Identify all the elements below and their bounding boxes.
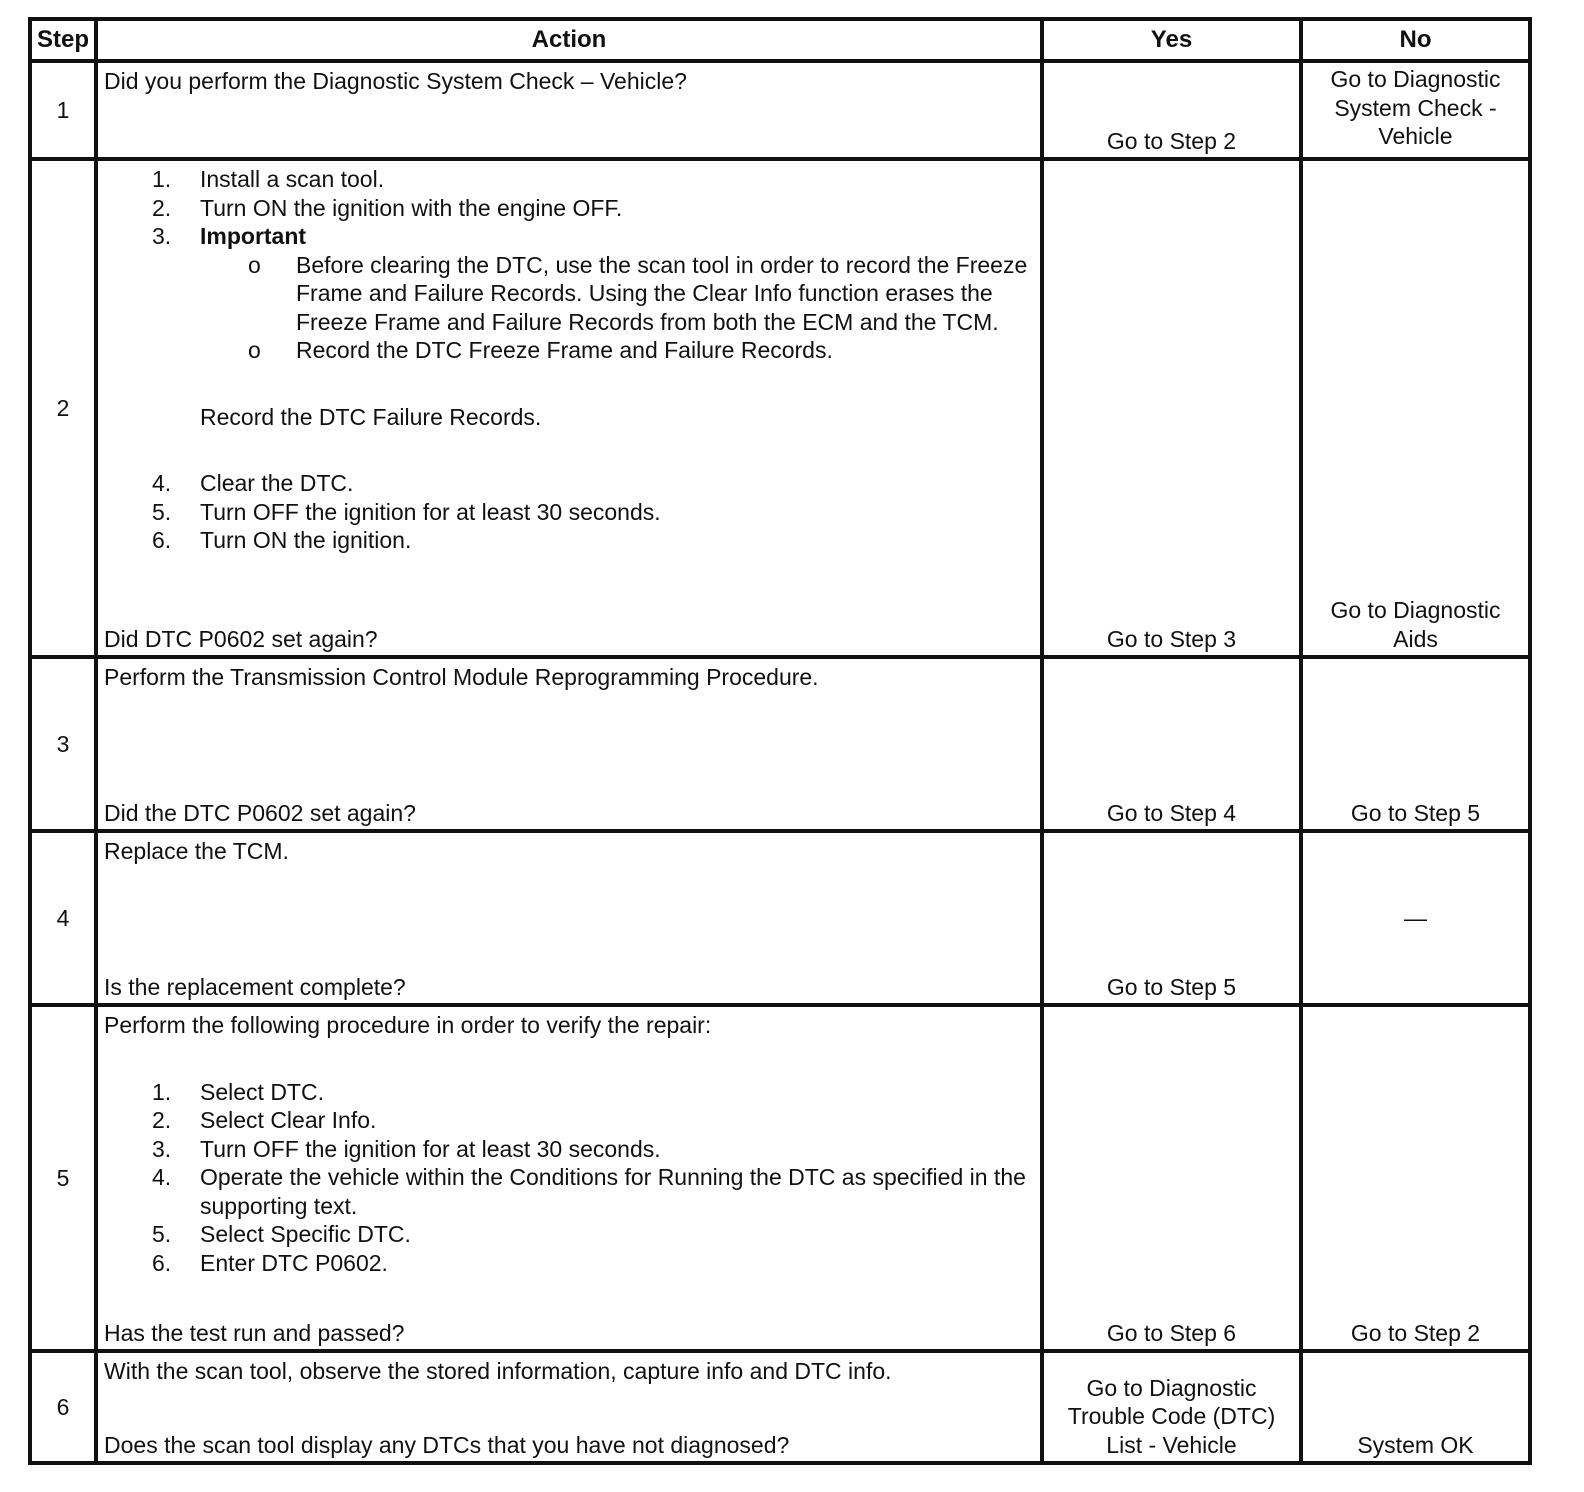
action-text: Perform the following procedure in order to verify the repair: [104,1012,712,1038]
question-text: Did the DTC P0602 set again? [104,799,416,826]
action-text: Perform the Transmission Control Module Reprogramming Procedure. [104,664,819,690]
yes-text: Go to Step 5 [1106,973,1237,1000]
list-item: 2. Turn ON the ignition with the engine OFF. [152,194,623,221]
no-text: Go to Diagnostic Aids [1330,597,1501,652]
table-row [30,831,1530,1005]
no-text: Go to Step 2 [1350,1319,1481,1346]
no-cell [1301,61,1530,159]
note-text: Record the DTC Failure Records. [200,403,542,430]
header-action: Action [96,19,1042,61]
question-text: Is the replacement complete? [104,973,406,1000]
list-item: 1. Select DTC. [152,1078,324,1105]
step-number: 4 [30,831,96,1005]
table-row [30,1005,1530,1351]
list-item: 3. Important [104,222,1034,251]
yes-text: Go to Step 6 [1106,1319,1237,1346]
yes-cell [1042,831,1301,1005]
list-item: 3. Turn OFF the ignition for at least 30 seconds. [152,1135,661,1162]
no-cell [1301,1351,1530,1463]
no-cell [1301,159,1530,657]
question-text: Has the test run and passed? [104,1319,405,1346]
yes-text: Go to Step 3 [1106,625,1237,652]
list-item: 4. Clear the DTC. [152,470,354,496]
header-step: Step [30,19,96,61]
table-row [30,61,1530,159]
bullet-icon: o [248,251,261,278]
list-item: 5. Turn OFF the ignition for at least 30 seconds. [152,498,661,525]
no-text: System OK [1357,1431,1474,1458]
step-number: 3 [30,657,96,831]
no-cell [1301,657,1530,831]
no-text: Go to Diagnostic System Check - Vehicle [1330,66,1501,149]
action-cell [96,1005,1042,1351]
list-item: 2. Select Clear Info. [152,1107,377,1133]
action-cell [96,61,1042,159]
diagnostic-table [28,17,1532,1465]
question-text: Does the scan tool display any DTCs that you have not diagnosed? [104,1431,790,1458]
header-row [30,19,1530,61]
list-item: 6. Enter DTC P0602. [152,1249,388,1276]
header-no: No [1301,19,1530,61]
table-row [30,657,1530,831]
list-item: 4. Operate the vehicle within the Conditions for Running the DTC as specified in the supporting text. [152,1164,1026,1219]
yes-cell [1042,1005,1301,1351]
action-cell [96,831,1042,1005]
bullet-icon: o [248,337,261,363]
header-yes: Yes [1042,19,1301,61]
no-text: — [1404,904,1427,931]
yes-cell [1042,1351,1301,1463]
action-cell [96,1351,1042,1463]
no-cell [1301,831,1530,1005]
step-number: 1 [30,61,96,159]
action-text: Replace the TCM. [104,838,289,864]
yes-text: Go to Step 4 [1106,799,1237,826]
action-cell [96,159,1042,657]
question-text: Did DTC P0602 set again? [104,625,378,652]
action-cell [96,657,1042,831]
action-text: With the scan tool, observe the stored information, capture info and DTC info. [104,1358,892,1384]
action-text: Did you perform the Diagnostic System Check – Vehicle? [104,68,687,94]
yes-text: Go to Diagnostic Trouble Code (DTC) List - Vehicle [1067,1374,1276,1458]
list-item: 1. Install a scan tool. [152,166,385,192]
yes-cell [1042,159,1301,657]
no-cell [1301,1005,1530,1351]
step-number: 5 [30,1005,96,1351]
yes-text: Go to Step 2 [1106,127,1237,154]
bullet-item: o Record the DTC Freeze Frame and Failure Records. [200,336,1034,365]
table-row [30,1351,1530,1463]
list-item: 5. Select Specific DTC. [152,1221,411,1247]
important-label: Important [200,223,307,249]
no-text: Go to Step 5 [1350,799,1481,826]
yes-cell [1042,61,1301,159]
step-number: 2 [30,159,96,657]
step-number: 6 [30,1351,96,1463]
table-row [30,159,1530,657]
yes-cell [1042,657,1301,831]
list-item: 6. Turn ON the ignition. [152,527,412,553]
bullet-item: o Before clearing the DTC, use the scan tool in order to record the Freeze Frame and Failure Records. Using the Clear Info function erases the Freeze Frame and Failure Records from both the ECM and the TCM. [200,251,1034,337]
